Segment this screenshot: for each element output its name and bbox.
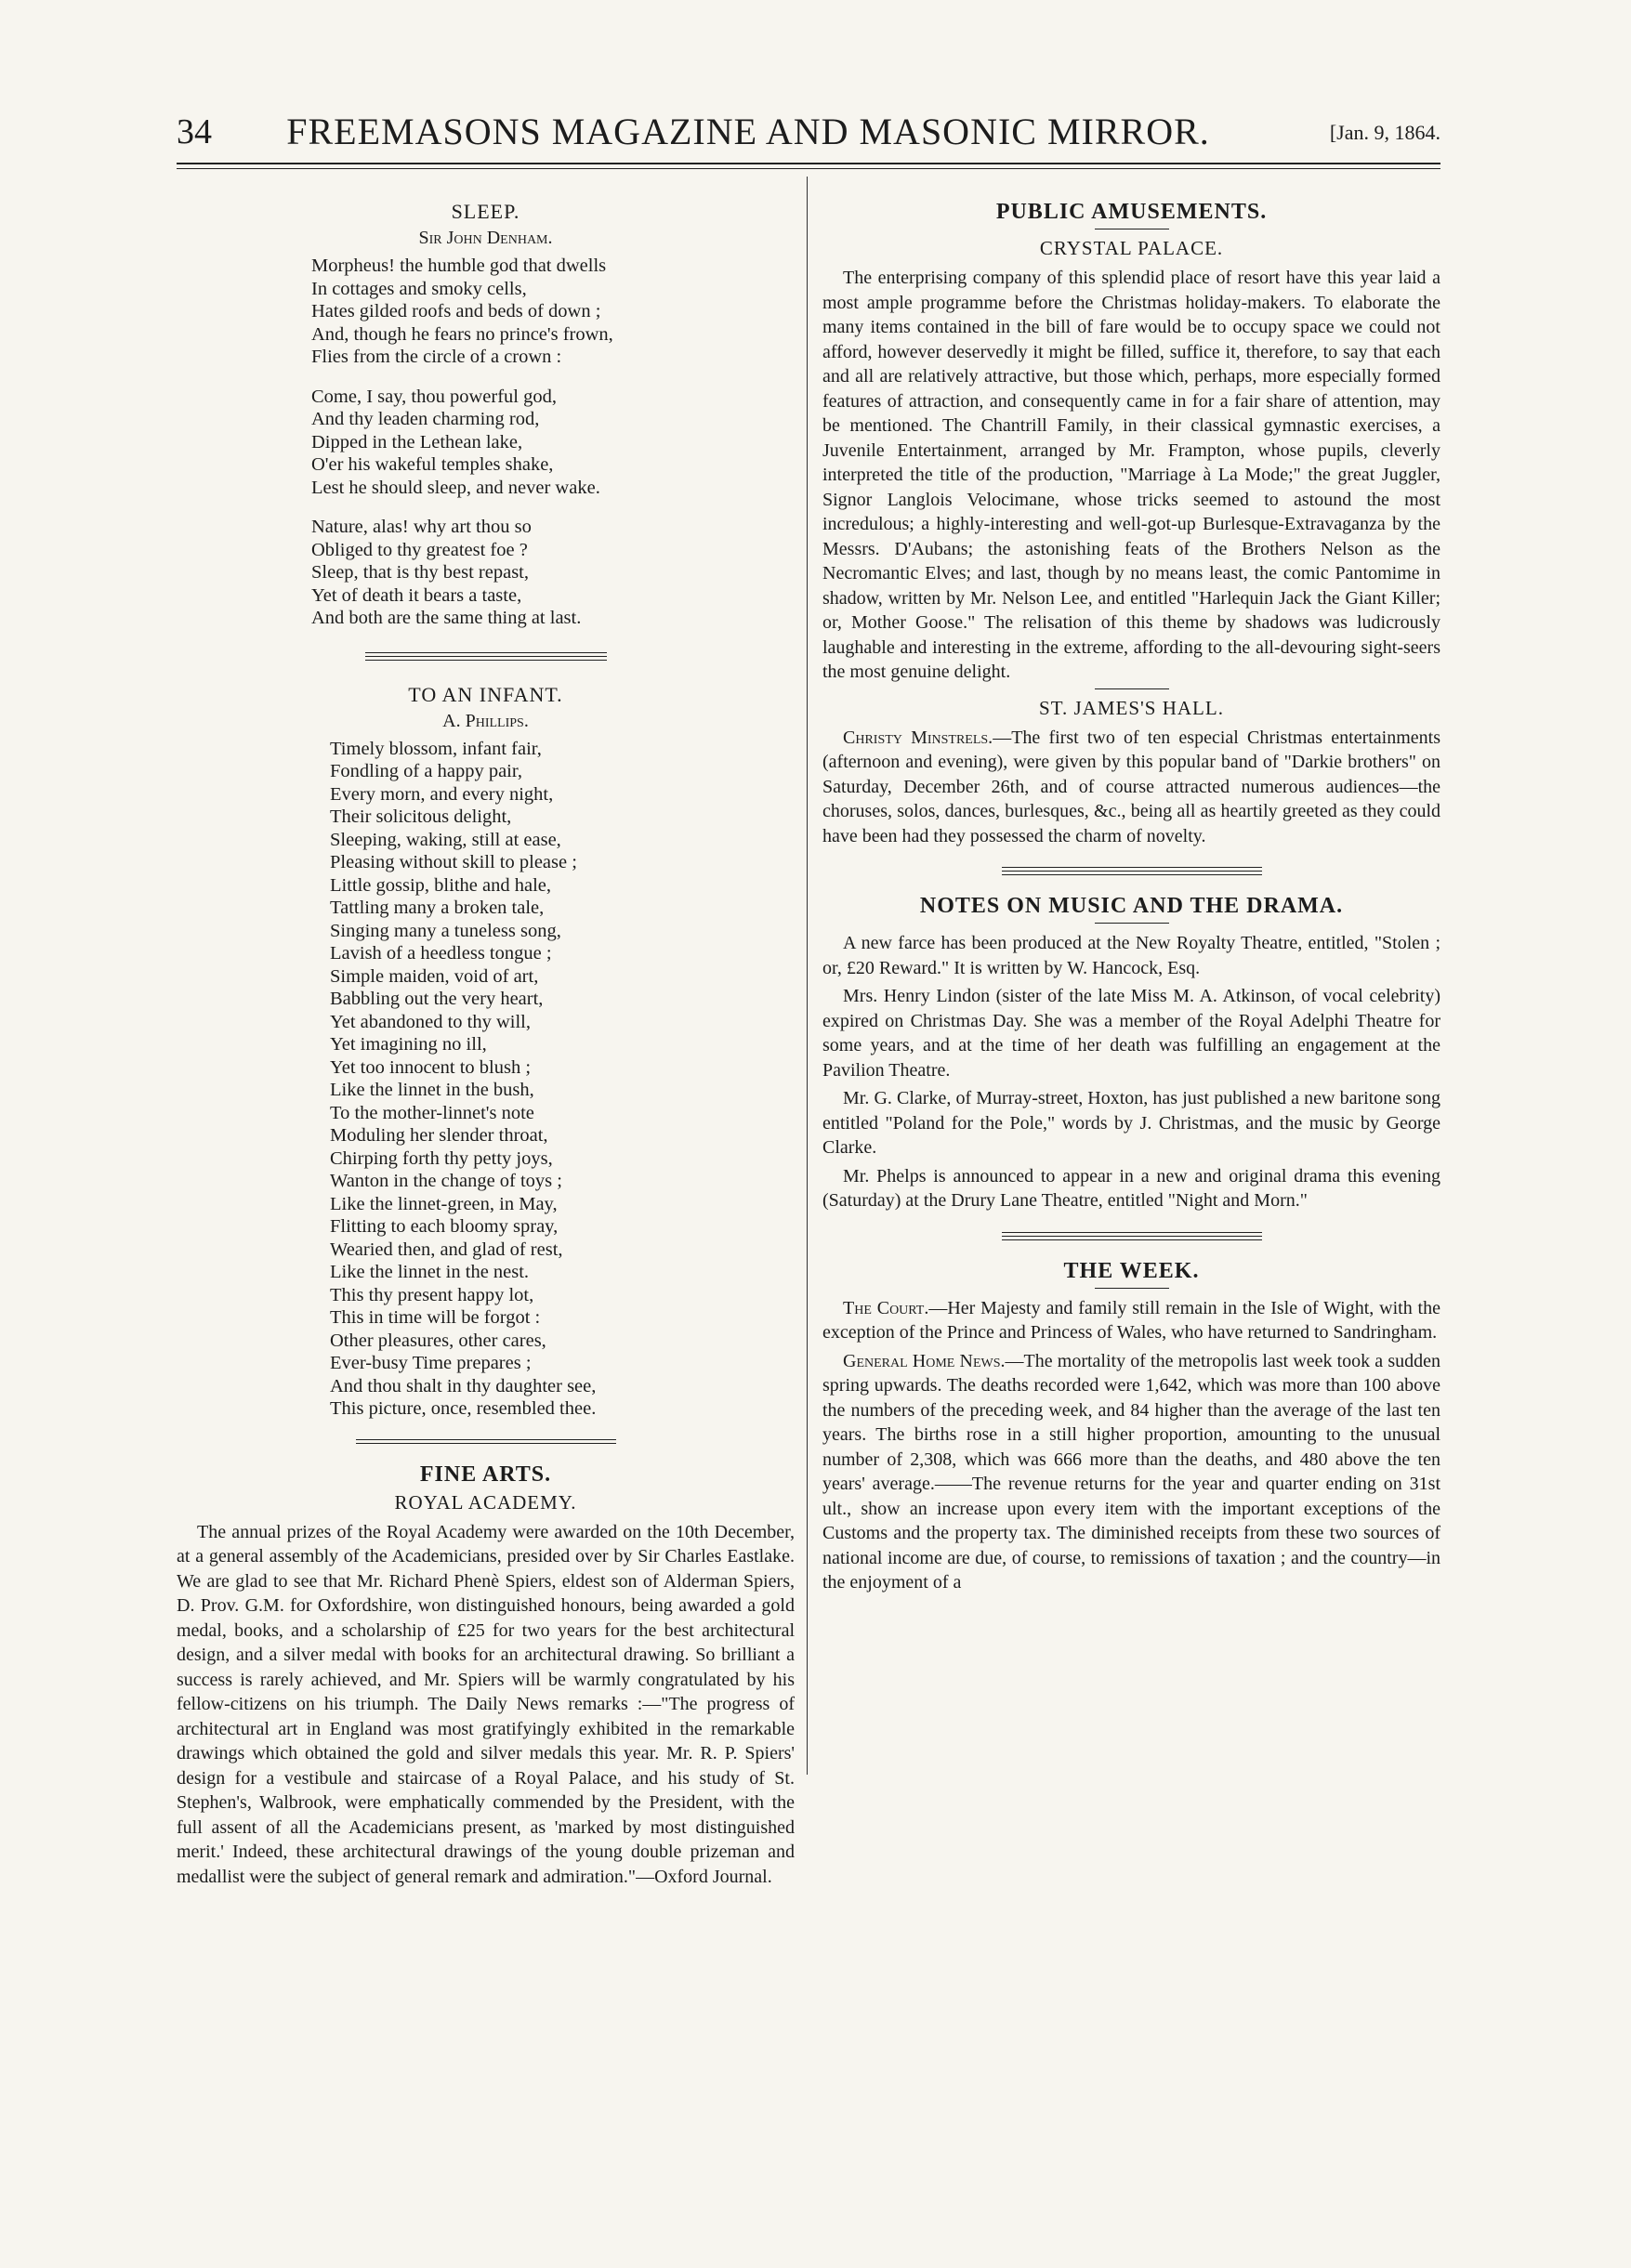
section-title: NOTES ON MUSIC AND THE DRAMA. bbox=[919, 894, 1344, 918]
verse-line: Little gossip, blithe and hale, bbox=[330, 874, 551, 896]
public-amusements bbox=[822, 200, 1440, 848]
article-paragraph bbox=[822, 726, 1440, 849]
verse-line: This in time will be forgot : bbox=[330, 1307, 541, 1328]
article-paragraph: Mrs. Henry Lindon (sister of the late Miss M. A. Atkinson, of vocal celebrity) expired on Christmas Day. She was a member of the Royal Adelphi Theatre for some years, and at the time of her death was fulfilling an engagement at the Pavilion Theatre. bbox=[822, 986, 1440, 1081]
verse-line: Flitting to each bloomy spray, bbox=[330, 1216, 559, 1237]
section-title: PUBLIC AMUSEMENTS. bbox=[995, 200, 1268, 224]
stanza bbox=[311, 516, 795, 630]
section-subtitle: ROYAL ACADEMY. bbox=[394, 1490, 577, 1514]
verse-line: Babbling out the very heart, bbox=[330, 989, 544, 1009]
section-divider bbox=[356, 1439, 616, 1444]
poem-body bbox=[311, 255, 795, 630]
verse-line: Like the linnet-green, in May, bbox=[330, 1193, 558, 1214]
verse-line: To the mother-linnet's note bbox=[330, 1102, 534, 1123]
verse-line: Yet too innocent to blush ; bbox=[330, 1056, 532, 1078]
verse-line: Morpheus! the humble god that dwells bbox=[311, 256, 607, 276]
verse-line: Yet of death it bears a taste, bbox=[311, 584, 522, 606]
verse-line: And, though he fears no prince's frown, bbox=[311, 323, 613, 345]
verse-line: Pleasing without skill to please ; bbox=[330, 852, 577, 872]
poem-to-an-infant bbox=[177, 683, 795, 1421]
verse-line: In cottages and smoky cells, bbox=[311, 278, 527, 299]
verse-line: Lavish of a heedless tongue ; bbox=[330, 943, 552, 964]
section-title: FINE ARTS. bbox=[419, 1462, 552, 1487]
verse-line: Other pleasures, other cares, bbox=[330, 1330, 546, 1351]
verse-line: Yet imagining no ill, bbox=[330, 1034, 487, 1055]
article-paragraph: Mr. Phelps is announced to appear in a new and original drama this evening (Saturday) at the Drury Lane Theatre, entitled "Night and Morn." bbox=[822, 1165, 1440, 1211]
section-divider bbox=[1002, 867, 1262, 875]
verse-line: Yet abandoned to thy will, bbox=[330, 1011, 532, 1032]
lead-in: General Home News. bbox=[843, 1350, 1006, 1371]
verse-line: Flies from the circle of a crown : bbox=[311, 347, 562, 367]
article-paragraph: The enterprising company of this splendid place of resort have this year laid a most ample programme before the Christmas holiday-makers. To elaborate the many items contained in the bill of fare would be to occupy space we could not afford, however deservedly it might be filled, suffice it, therefore, to say that each and all are relatively attractive, but those which, perhaps, more especially formed features of attraction, and consequently came in for a fair share of attention, may be mentioned. The Chantrill Family, in their classical gymnastic exercises, a Juvenile Entertainment, arranged by Mr. Frampton, whose pupils, cleverly interpreted the title of the production, "Marriage à La Mode;" the great Juggler, Signor Langlois Velocimane, whose tricks seemed to astound the most incredulous; a highly-interesting and well-got-up Burlesque-Extravaganza by the Messrs. D'Aubans; the astonishing feats of the Brothers Nelson as the Necromantic Elves; and last, though by no means least, the comic Pantomime in shadow, written by Mr. Nelson Lee, and entitled "Harlequin Jack the Giant Killer; or, Mother Goose." The relisation of this theme by shadows was ludicrously laughable and interesting in the extreme, affording to the all-devouring sight-seers the most genuine delight. bbox=[822, 268, 1440, 682]
section-subtitle: CRYSTAL PALACE. bbox=[1039, 237, 1224, 259]
verse-line: Chirping forth thy petty joys, bbox=[330, 1147, 553, 1169]
paragraph-text: —Her Majesty and family still remain in the Isle of Wight, with the exception of the Prince and Princess of Wales, who have returned to Sandringham. bbox=[822, 1297, 1440, 1343]
verse-line: Dipped in the Lethean lake, bbox=[311, 431, 523, 452]
article-paragraph bbox=[822, 1296, 1440, 1345]
issue-date: [Jan. 9, 1864. bbox=[1329, 121, 1440, 144]
verse-line: Moduling her slender throat, bbox=[330, 1125, 548, 1146]
section-subtitle: ST. JAMES'S HALL. bbox=[1039, 696, 1224, 719]
article-paragraph: Mr. G. Clarke, of Murray-street, Hoxton, has just published a new baritone song entitled "Poland for the Pole," words by J. Christmas, and the music by George Clarke. bbox=[822, 1088, 1440, 1158]
poem-title: TO AN INFANT. bbox=[408, 682, 563, 706]
verse-line: Simple maiden, void of art, bbox=[330, 965, 539, 987]
paragraph-text: —The mortality of the metropolis last week took a sudden spring upwards. The deaths recorded were 1,642, which was more than 100 above the numbers of the preceding week, and 84 higher than the average of the last ten years. The births rose in a still higher proportion, amounting to the unusual number of 2,308, which was 666 more than the deaths, and 480 above the ten years' average.——The revenue returns for the year and quarter ending on 31st ult., show an increase upon every item with the important exceptions of the Customs and the property tax. The diminished receipts from these two sources of national income are due, of course, to remissions of taxation ; and the country—in the enjoyment of a bbox=[822, 1350, 1440, 1593]
verse-line: Tattling many a broken tale, bbox=[330, 898, 545, 918]
verse-line: Fondling of a happy pair, bbox=[330, 761, 522, 781]
poem-author: A. Phillips. bbox=[442, 710, 529, 731]
verse-line: This thy present happy lot, bbox=[330, 1284, 534, 1305]
verse-line: This picture, once, resembled thee. bbox=[330, 1398, 597, 1419]
right-column bbox=[822, 181, 1440, 1599]
masthead-rule bbox=[177, 163, 1440, 164]
verse-line: Obliged to thy greatest foe ? bbox=[311, 539, 528, 560]
verse-line: Wanton in the change of toys ; bbox=[330, 1171, 562, 1191]
section-divider bbox=[1002, 1232, 1262, 1240]
verse-line: Sleep, that is thy best repast, bbox=[311, 562, 529, 583]
verse-line: Timely blossom, infant fair, bbox=[330, 738, 542, 759]
article-paragraph: A new farce has been produced at the New Royalty Theatre, entitled, "Stolen ; or, £20 Reward." It is written by W. Hancock, Esq. bbox=[822, 933, 1440, 978]
magazine-title: FREEMASONS MAGAZINE AND MASONIC MIRROR. bbox=[286, 111, 1210, 152]
fine-arts-article bbox=[177, 1462, 795, 1890]
verse-line: O'er his wakeful temples shake, bbox=[311, 454, 554, 475]
column-divider bbox=[807, 177, 808, 1775]
verse-line: Their solicitous delight, bbox=[330, 806, 512, 827]
verse-line: Lest he should sleep, and never wake. bbox=[311, 477, 600, 498]
section-divider bbox=[365, 652, 607, 661]
verse-line: Singing many a tuneless song, bbox=[330, 920, 561, 941]
verse-line: Sleeping, waking, still at ease, bbox=[330, 829, 561, 850]
stanza bbox=[311, 255, 795, 369]
verse-line: Ever-busy Time prepares ; bbox=[330, 1353, 532, 1373]
verse-line: Nature, alas! why art thou so bbox=[311, 517, 532, 537]
lead-in: Christy Minstrels. bbox=[843, 727, 993, 748]
page-number: 34 bbox=[177, 112, 212, 151]
verse-line: Come, I say, thou powerful god, bbox=[311, 386, 557, 407]
stanza bbox=[311, 386, 795, 500]
verse-line: Hates gilded roofs and beds of down ; bbox=[311, 301, 601, 321]
verse-line: Wearied then, and glad of rest, bbox=[330, 1239, 563, 1260]
verse-line: And thy leaden charming rod, bbox=[311, 409, 540, 429]
poem-sleep bbox=[177, 200, 795, 630]
verse-line: And both are the same thing at last. bbox=[311, 608, 582, 628]
lead-in: The Court. bbox=[843, 1297, 929, 1318]
masthead bbox=[177, 110, 1440, 156]
article-paragraph bbox=[822, 1349, 1440, 1595]
poem-body bbox=[330, 738, 795, 1421]
title-rule bbox=[1095, 1288, 1169, 1289]
title-rule bbox=[1095, 688, 1169, 689]
verse-line: Every morn, and every night, bbox=[330, 783, 554, 805]
article-paragraph: The annual prizes of the Royal Academy were awarded on the 10th December, at a general assembly of the Academicians, presided over by Sir Charles Eastlake. We are glad to see that Mr. Richard Phenè Spiers, eldest son of Alderman Spiers, D. Prov. G.M. for Oxfordshire, won distinguished honours, being awarded a gold medal, books, and a scholarship of £25 for two years for the best architectural design, and a silver medal with books for an architectural drawing. So brilliant a success is rarely achieved, and Mr. Spiers will be warmly congratulated by his fellow-citizens on his triumph. The Daily News remarks :—"The progress of architectural art in England was most gratifyingly exhibited in the remarkable drawings which obtained the gold and silver medals this year. Mr. R. P. Spiers' design for a vestibule and staircase of a Royal Palace, and his study of St. Stephen's, Walbrook, were emphatically commended by the President, with the full assent of all the Academicians present, as 'marked by most distinguished merit.' Indeed, these architectural drawings of the young double prizeman and medallist were the subject of general remark and admiration."—Oxford Journal. bbox=[177, 1521, 795, 1887]
verse-line: Like the linnet in the bush, bbox=[330, 1080, 534, 1100]
poem-author: Sir John Denham. bbox=[418, 228, 553, 248]
the-week bbox=[822, 1259, 1440, 1595]
verse-line: And thou shalt in thy daughter see, bbox=[330, 1375, 597, 1396]
poem-title: SLEEP. bbox=[451, 200, 520, 223]
notes-on-music bbox=[822, 894, 1440, 1213]
masthead-rule-thin bbox=[177, 168, 1440, 169]
verse-line: Like the linnet in the nest. bbox=[330, 1262, 530, 1282]
left-column bbox=[177, 181, 795, 1893]
title-rule bbox=[1095, 923, 1169, 924]
paragraph-text: —The first two of ten especial Christmas entertainments (afternoon and evening), were given by this popular band of "Darkie brothers" on Saturday, December 26th, and of course attracted numerous audiences—the choruses, solos, dances, burlesques, &c., being all as heartily greeted as they could have been had they possessed the charm of novelty. bbox=[822, 727, 1440, 846]
section-title: THE WEEK. bbox=[1063, 1258, 1200, 1283]
